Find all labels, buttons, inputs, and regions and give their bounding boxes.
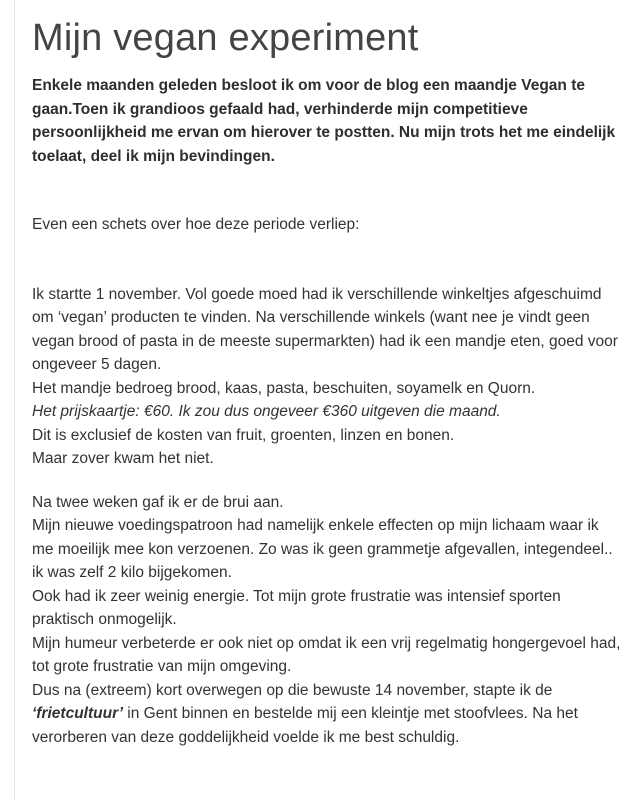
mood-text: Mijn humeur verbeterde er ook niet op omdat ik een vrij regelmatig hongergevoel had, tot grote frustratie van mijn omgeving. [32, 634, 621, 675]
decision-text-after: in Gent binnen en bestelde mij een kleintje met stoofvlees. Na het verorberen van deze goddelijkheid voelde ik me best schuldig. [32, 705, 578, 746]
decision-text-before: Dus na (extreem) kort overwegen op die bewuste 14 november, stapte ik de [32, 681, 553, 699]
effects-text: Mijn nieuwe voedingspatroon had namelijk enkele effecten op mijn lichaam waar ik me moeilijk mee kon verzoenen. Zo was ik geen grammetje afgevallen, integendeel.. ik was zelf 2 kilo bijgekomen. [32, 517, 613, 581]
not-that-far-text: Maar zover kwam het niet. [32, 450, 214, 467]
energy-text: Ook had ik zeer weinig energie. Tot mijn grote frustratie was intensief sporten praktisch onmogelijk. [32, 587, 561, 628]
sketch-paragraph: Even een schets over hoe deze periode verliep: [32, 216, 360, 233]
start-text: Ik startte 1 november. Vol goede moed had ik verschillende winkeltjes afgeschuimd om ‘vegan’ producten te vinden. Na verschillende winkels (want nee je vindt geen vegan brood of pasta in de meeste supermarkten) had ik een mandje eten, goed voor ongeveer 5 dagen. [32, 285, 618, 373]
two-weeks-text: Na twee weken gaf ik er de brui aan. [32, 493, 284, 511]
page-title: Mijn vegan experiment [32, 17, 419, 59]
intro-paragraph: Enkele maanden geleden besloot ik om voor de blog een maandje Vegan te gaan.Toen ik grandioos gefaald had, verhinderde mijn competitieve persoonlijkheid me ervan om hierover te postten. Nu mijn trots het me eindelijk toelaat, deel ik mijn bevindingen. [32, 77, 616, 165]
price-text: Het prijskaartje: €60. Ik zou dus ongeveer €360 uitgeven die maand. [32, 403, 501, 420]
basket-text: Het mandje bedroeg brood, kaas, pasta, beschuiten, soyamelk en Quorn. [32, 379, 536, 397]
left-border [14, 0, 15, 800]
frietcultuur-link-text: ‘frietcultuur’ [32, 705, 123, 722]
article [32, 14, 622, 749]
exclusive-text: Dit is exclusief de kosten van fruit, groenten, linzen en bonen. [32, 426, 455, 444]
paragraph-start [32, 283, 622, 471]
paragraph-quit [32, 491, 622, 750]
